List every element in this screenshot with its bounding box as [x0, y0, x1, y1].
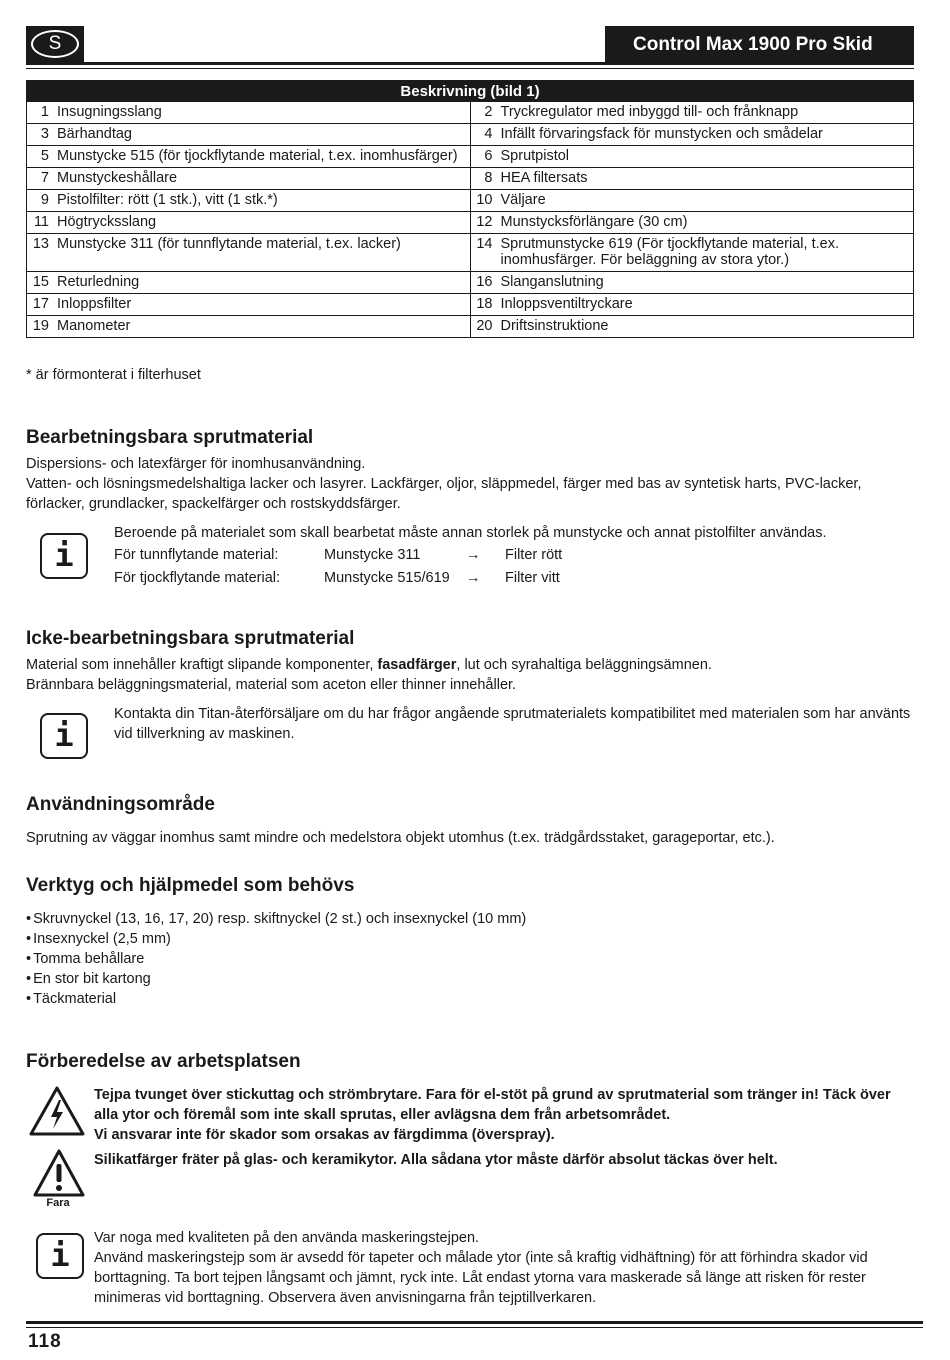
- item-description: Pistolfilter: rött (1 stk.), vitt (1 stk.*): [57, 192, 278, 208]
- electric-shock-warning-icon: [28, 1085, 86, 1137]
- language-badge: [26, 26, 84, 62]
- application-text: Sprutning av väggar inomhus samt mindre och medelstora objekt utomhus (t.ex. trädgårdsstaket, garageportar, etc.).: [26, 830, 775, 846]
- table-cell: [27, 124, 471, 146]
- info-icon: i: [36, 1233, 84, 1279]
- item-number: 6: [484, 148, 493, 164]
- list-item: • Täckmaterial: [26, 989, 526, 1009]
- item-description: Slanganslutning: [500, 274, 604, 290]
- footer-rule-thin: [26, 1327, 923, 1328]
- processable-line-1: Dispersions- och latexfärger för inomhusanvändning.: [26, 456, 366, 472]
- item-number: 12: [476, 214, 493, 230]
- arrow-icon: →: [466, 547, 481, 563]
- table-cell: [470, 168, 914, 190]
- section-title-workplace: Förberedelse av arbetsplatsen: [26, 1051, 301, 1072]
- item-number: 4: [484, 126, 493, 142]
- item-number: 9: [40, 192, 49, 208]
- header-rule-thin: [26, 68, 914, 69]
- table-cell: [470, 212, 914, 234]
- table-cell: [470, 316, 914, 338]
- item-number: 7: [40, 170, 49, 186]
- thick-material-tip: Munstycke 515/619: [324, 570, 450, 586]
- item-number: 2: [484, 104, 493, 120]
- table-cell: [470, 146, 914, 168]
- arrow-icon: →: [466, 570, 481, 586]
- tools-list: [26, 909, 526, 1009]
- thin-material-label: För tunnflytande material:: [114, 547, 279, 563]
- section-title-application: Användningsområde: [26, 794, 215, 815]
- item-number: 3: [40, 126, 49, 142]
- table-cell: [470, 102, 914, 124]
- item-description: Inloppsventiltryckare: [500, 296, 633, 312]
- table-cell: [27, 168, 471, 190]
- danger-warning-icon: [32, 1148, 86, 1198]
- item-number: 14: [476, 236, 493, 252]
- item-description: HEA filtersats: [500, 170, 588, 186]
- table-cell: [27, 294, 471, 316]
- non-processable-line-2: Brännbara beläggningsmaterial, material som aceton eller thinner innehåller.: [26, 677, 517, 693]
- item-number: 1: [40, 104, 49, 120]
- table-cell: [27, 316, 471, 338]
- list-item: • Insexnyckel (2,5 mm): [26, 929, 526, 949]
- section-title-tools: Verktyg och hjälpmedel som behövs: [26, 875, 355, 896]
- item-number: 19: [32, 318, 49, 334]
- silicate-warning-text: Silikatfärger fräter på glas- och keramikytor. Alla sådana ytor måste därför absolut täckas över helt.: [94, 1152, 778, 1168]
- item-description: Högtrycksslang: [57, 214, 157, 230]
- non-processable-line-1: Material som innehåller kraftigt slipande komponenter, fasadfärger, lut och syrahaltiga beläggningsämnen.: [26, 657, 712, 673]
- thin-material-tip: Munstycke 311: [324, 547, 421, 563]
- table-cell: [470, 294, 914, 316]
- table-row: [27, 294, 914, 316]
- item-number: 5: [40, 148, 49, 164]
- item-description: Väljare: [500, 192, 546, 208]
- table-cell: [27, 146, 471, 168]
- table-cell: [27, 272, 471, 294]
- table-cell: [470, 124, 914, 146]
- table-row: [27, 102, 914, 124]
- thin-material-filter: Filter rött: [505, 547, 563, 563]
- processable-line-2: Vatten- och lösningsmedelshaltiga lacker och lasyrer. Lackfärger, oljor, släppmedel, färger med bas av syntetisk harts, PVC-lacker, förlacker, grundlacker, spackelfärger och rostskyddsfärger.: [26, 476, 862, 512]
- item-description: Munstyckeshållare: [57, 170, 178, 186]
- item-number: 10: [476, 192, 493, 208]
- table-row: [27, 234, 914, 272]
- section-title-processable: Bearbetningsbara sprutmaterial: [26, 427, 314, 448]
- info-icon: i: [40, 713, 88, 759]
- item-number: 17: [32, 296, 49, 312]
- page-number: 118: [28, 1331, 62, 1352]
- thick-material-filter: Filter vitt: [505, 570, 560, 586]
- masking-tape-note-1: Var noga med kvaliteten på den använda maskeringstejpen.: [94, 1230, 480, 1246]
- language-code: S: [31, 30, 79, 58]
- info-icon: i: [40, 533, 88, 579]
- item-number: 8: [484, 170, 493, 186]
- item-description: Tryckregulator med inbyggd till- och frånknapp: [500, 104, 799, 120]
- item-description: Driftsinstruktione: [500, 318, 609, 334]
- list-item: • Tomma behållare: [26, 949, 526, 969]
- header-rule: [26, 62, 914, 65]
- table-cell: [27, 212, 471, 234]
- table-row: [27, 124, 914, 146]
- item-description: Munstycksförlängare (30 cm): [500, 214, 688, 230]
- table-row: [27, 190, 914, 212]
- item-number: 15: [32, 274, 49, 290]
- table-row: [27, 316, 914, 338]
- item-number: 13: [32, 236, 49, 252]
- table-cell: [470, 190, 914, 212]
- item-number: 11: [33, 214, 49, 230]
- table-cell: [470, 272, 914, 294]
- item-description: Manometer: [57, 318, 131, 334]
- item-description: Munstycke 515 (för tjockflytande material, t.ex. inomhusfärger): [57, 148, 458, 164]
- item-description: Inloppsfilter: [57, 296, 132, 312]
- table-cell: [27, 190, 471, 212]
- table-row: [27, 212, 914, 234]
- description-table: [26, 80, 914, 338]
- table-cell: [27, 234, 471, 272]
- list-item: • Skruvnyckel (13, 16, 17, 20) resp. skiftnyckel (2 st.) och insexnyckel (10 mm): [26, 909, 526, 929]
- footer-rule: [26, 1321, 923, 1324]
- item-description: Insugningsslang: [57, 104, 162, 120]
- table-row: [27, 272, 914, 294]
- item-description: Sprutmunstycke 619 (För tjockflytande material, t.ex. inomhusfärger. För beläggning av stora ytor.): [500, 236, 839, 268]
- item-description: Munstycke 311 (för tunnflytande material, t.ex. lacker): [57, 236, 401, 252]
- item-description: Sprutpistol: [500, 148, 570, 164]
- item-description: Bärhandtag: [57, 126, 132, 142]
- table-row: [27, 168, 914, 190]
- item-number: 20: [476, 318, 493, 334]
- tip-filter-note: Beroende på materialet som skall bearbetat måste annan storlek på munstycke och annat pistolfilter användas.: [114, 525, 827, 541]
- overspray-disclaimer: Vi ansvarar inte för skador som orsakas av färgdimma (överspray).: [94, 1127, 555, 1143]
- table-footnote: * är förmonterat i filterhuset: [26, 367, 201, 383]
- masking-tape-note-2: Använd maskeringstejp som är avsedd för tapeter och målade ytor (inte så kraftig vidhäftning) för att förhindra skador vid borttagning. Ta bort tejpen långsamt och jämnt, ryck inte. Låt endast ytorna vara maskerade så länge att risken för rester minimeras vid borttagning. Observera även anvisningarna från tejptillverkaren.: [94, 1250, 868, 1306]
- item-number: 16: [476, 274, 493, 290]
- table-heading: Beskrivning (bild 1): [27, 81, 914, 102]
- dealer-contact-note: Kontakta din Titan-återförsäljare om du har frågor angående sprutmaterialets kompatibilitet med materialen som har använts vid tillverkning av maskinen.: [114, 706, 911, 742]
- table-row: [27, 146, 914, 168]
- table-cell: [27, 102, 471, 124]
- electric-warning-text: Tejpa tvunget över stickuttag och strömbrytare. Fara för el-stöt på grund av sprutmaterial som tränger in! Täck över alla ytor och föremål som inte skall sprutas, eller avlägsna dem från arbetsområdet.: [94, 1087, 891, 1123]
- danger-label: Fara: [46, 1197, 70, 1209]
- list-item: • En stor bit kartong: [26, 969, 526, 989]
- item-number: 18: [476, 296, 493, 312]
- item-description: Infällt förvaringsfack för munstycken och smådelar: [500, 126, 823, 142]
- thick-material-label: För tjockflytande material:: [114, 570, 281, 586]
- section-title-non-processable: Icke-bearbetningsbara sprutmaterial: [26, 628, 355, 649]
- item-description: Returledning: [57, 274, 140, 290]
- page-title: Control Max 1900 Pro Skid: [605, 26, 914, 62]
- table-cell: [470, 234, 914, 272]
